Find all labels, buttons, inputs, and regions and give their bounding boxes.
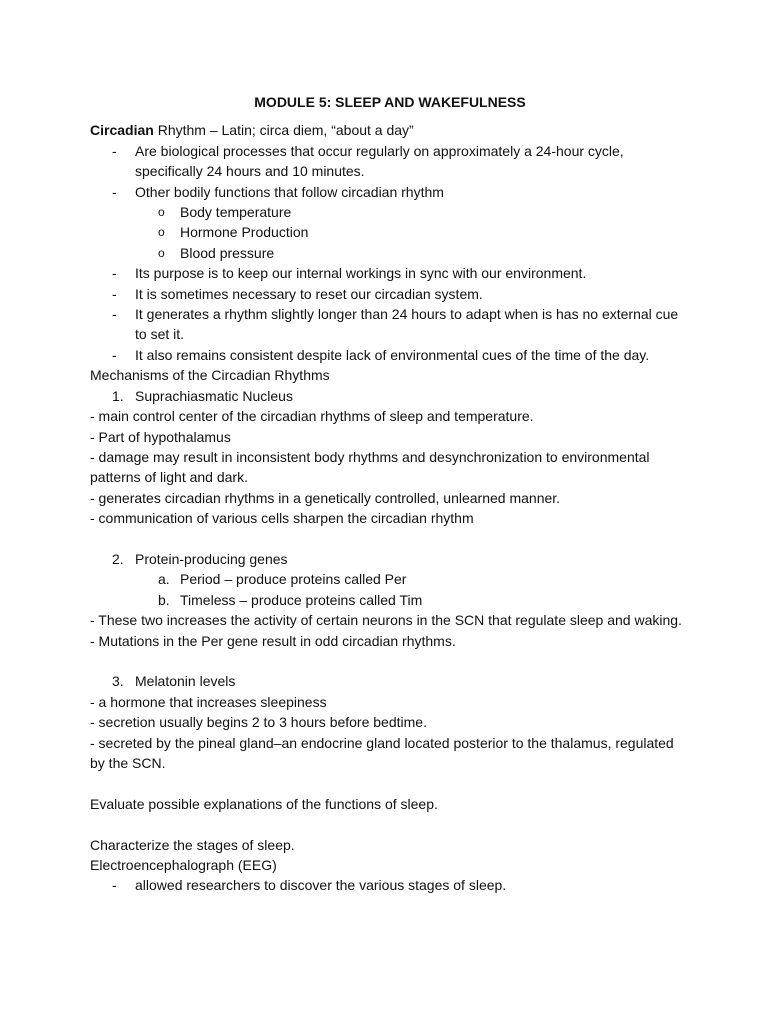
sub-list-item [90, 202, 690, 222]
sub-list-item-text: Blood pressure [180, 244, 275, 261]
circadian-heading [90, 120, 690, 140]
lettered-item-text: Period – produce proteins called Per [180, 571, 407, 588]
letter-marker: a. [158, 571, 170, 588]
note-line: - secretion usually begins 2 to 3 hours before bedtime. [90, 714, 427, 731]
note-line: - a hormone that increases sleepiness [90, 693, 327, 710]
number-marker: 2. [112, 550, 124, 567]
numbered-item-text: Protein-producing genes [135, 550, 288, 567]
page-title: MODULE 5: SLEEP AND WAKEFULNESS [254, 94, 526, 110]
dash-marker: - [112, 285, 117, 302]
dash-marker: - [112, 265, 117, 282]
list-item-text: It is sometimes necessary to reset our circadian system. [135, 285, 483, 302]
dash-marker: - [112, 877, 117, 894]
dash-marker: - [112, 346, 117, 363]
circadian-definition: Rhythm – Latin; circa diem, “about a day” [153, 122, 414, 139]
numbered-item-text: Melatonin levels [135, 673, 236, 690]
numbered-item-text: Suprachiasmatic Nucleus [135, 387, 293, 404]
note-line: - secreted by the pineal gland–an endocrine gland located posterior to the thalamus, regulated by the SCN. [90, 734, 674, 771]
list-item-text: Other bodily functions that follow circadian rhythm [135, 183, 444, 200]
lettered-item-text: Timeless – produce proteins called Tim [180, 591, 423, 608]
characterize-line: Characterize the stages of sleep. [90, 836, 295, 853]
circle-bullet-icon: o [158, 245, 165, 260]
list-item-text: Its purpose is to keep our internal workings in sync with our environment. [135, 265, 587, 282]
lettered-item [90, 590, 690, 610]
sub-list-item [90, 243, 690, 263]
note-line: - communication of various cells sharpen the circadian rhythm [90, 510, 474, 527]
list-item [90, 345, 690, 365]
spacer [90, 529, 690, 549]
circle-bullet-icon: o [158, 205, 165, 220]
list-item [90, 284, 690, 304]
list-item [90, 141, 690, 182]
dash-marker: - [112, 142, 117, 159]
note-line: - Mutations in the Per gene result in odd circadian rhythms. [90, 632, 456, 649]
numbered-item [90, 386, 690, 406]
list-item-text: It generates a rhythm slightly longer than 24 hours to adapt when is has no external cue to set it. [135, 306, 679, 343]
numbered-item [90, 549, 690, 569]
sub-list-item [90, 222, 690, 242]
number-marker: 1. [112, 387, 124, 404]
sub-list-item-text: Body temperature [180, 204, 292, 221]
dash-marker: - [112, 183, 117, 200]
note-line: - Part of hypothalamus [90, 428, 231, 445]
mechanisms-heading: Mechanisms of the Circadian Rhythms [90, 367, 330, 384]
note-line: - These two increases the activity of certain neurons in the SCN that regulate sleep and waking. [90, 612, 682, 629]
dash-marker: - [112, 306, 117, 323]
circadian-term: Circadian [90, 122, 154, 139]
document-page [90, 92, 690, 896]
list-item [90, 304, 690, 345]
list-item-text: Are biological processes that occur regularly on approximately a 24-hour cycle, specifically 24 hours and 10 minutes. [135, 142, 624, 180]
list-item [90, 875, 690, 895]
evaluate-line: Evaluate possible explanations of the functions of sleep. [90, 795, 438, 812]
lettered-item [90, 569, 690, 589]
list-item-text: It also remains consistent despite lack of environmental cues of the time of the day. [135, 346, 650, 363]
spacer [90, 651, 690, 671]
number-marker: 3. [112, 673, 124, 690]
numbered-item [90, 671, 690, 691]
sub-list-item-text: Hormone Production [180, 224, 309, 241]
note-line: - damage may result in inconsistent body rhythms and desynchronization to environmental patterns of light and dark. [90, 448, 650, 486]
list-item [90, 182, 690, 202]
circle-bullet-icon: o [158, 225, 165, 240]
note-line: - generates circadian rhythms in a genetically controlled, unlearned manner. [90, 489, 561, 506]
list-item-text: allowed researchers to discover the various stages of sleep. [135, 877, 507, 894]
spacer [90, 814, 690, 834]
list-item [90, 263, 690, 283]
note-line: - main control center of the circadian rhythms of sleep and temperature. [90, 408, 534, 425]
eeg-heading: Electroencephalograph (EEG) [90, 856, 277, 873]
letter-marker: b. [158, 591, 170, 608]
spacer [90, 773, 690, 793]
